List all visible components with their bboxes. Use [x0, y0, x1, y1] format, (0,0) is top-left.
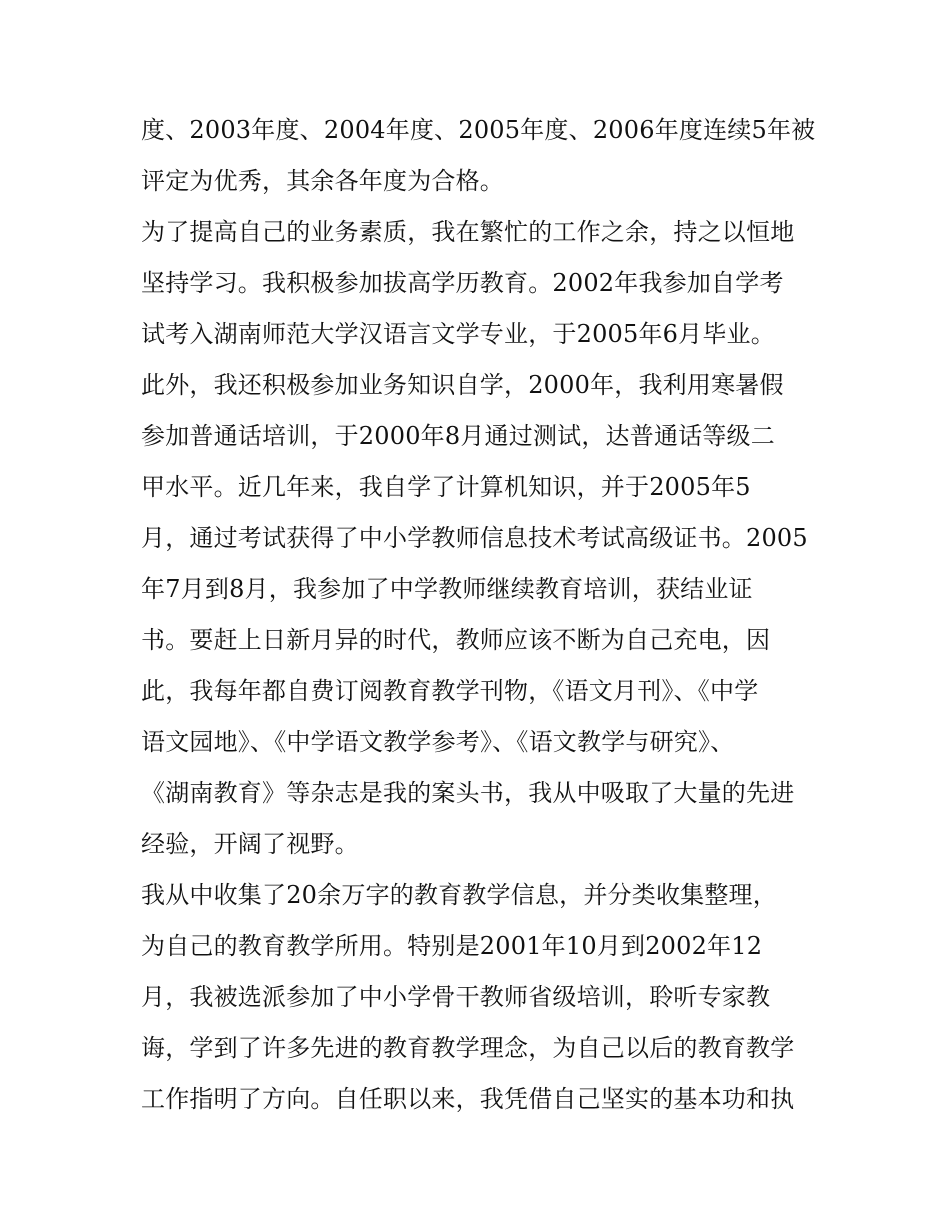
text-line: 月，通过考试获得了中小学教师信息技术考试高级证书。2005 [141, 524, 808, 552]
text-line: 书。要赶上日新月异的时代，教师应该不断为自己充电，因 [141, 626, 771, 654]
text-line: 度、2003年度、2004年度、2005年度、2006年度连续5年被 [141, 116, 816, 144]
text-line: 坚持学习。我积极参加拔高学历教育。2002年我参加自学考 [141, 269, 784, 297]
text-line: 诲，学到了许多先进的教育教学理念，为自己以后的教育教学 [141, 1034, 795, 1062]
text-line: 工作指明了方向。自任职以来，我凭借自己坚实的基本功和执 [141, 1085, 795, 1113]
text-line: 语文园地》、《中学语文教学参考》、《语文教学与研究》、 [141, 728, 735, 756]
text-line: 《湖南教育》等杂志是我的案头书，我从中吸取了大量的先进 [141, 779, 795, 807]
text-line: 经验，开阔了视野。 [141, 830, 359, 858]
text-line: 此，我每年都自费订阅教育教学刊物，《语文月刊》、《中学 [141, 677, 759, 705]
text-line: 为了提高自己的业务素质，我在繁忙的工作之余，持之以恒地 [141, 218, 795, 246]
text-line: 年7月到8月，我参加了中学教师继续教育培训，获结业证 [141, 575, 753, 603]
text-line: 月，我被选派参加了中小学骨干教师省级培训，聆听专家教 [141, 983, 771, 1011]
text-line: 我从中收集了20余万字的教育教学信息，并分类收集整理， [141, 881, 777, 909]
text-line: 为自己的教育教学所用。特别是2001年10月到2002年12 [141, 932, 763, 960]
text-line: 此外，我还积极参加业务知识自学，2000年，我利用寒暑假 [141, 371, 784, 399]
text-line: 试考入湖南师范大学汉语言文学专业，于2005年6月毕业。 [141, 320, 775, 348]
text-line: 参加普通话培训，于2000年8月通过测试，达普通话等级二 [141, 422, 775, 450]
text-line: 甲水平。近几年来，我自学了计算机知识，并于2005年5 [141, 473, 751, 501]
text-line: 评定为优秀，其余各年度为合格。 [141, 167, 504, 195]
